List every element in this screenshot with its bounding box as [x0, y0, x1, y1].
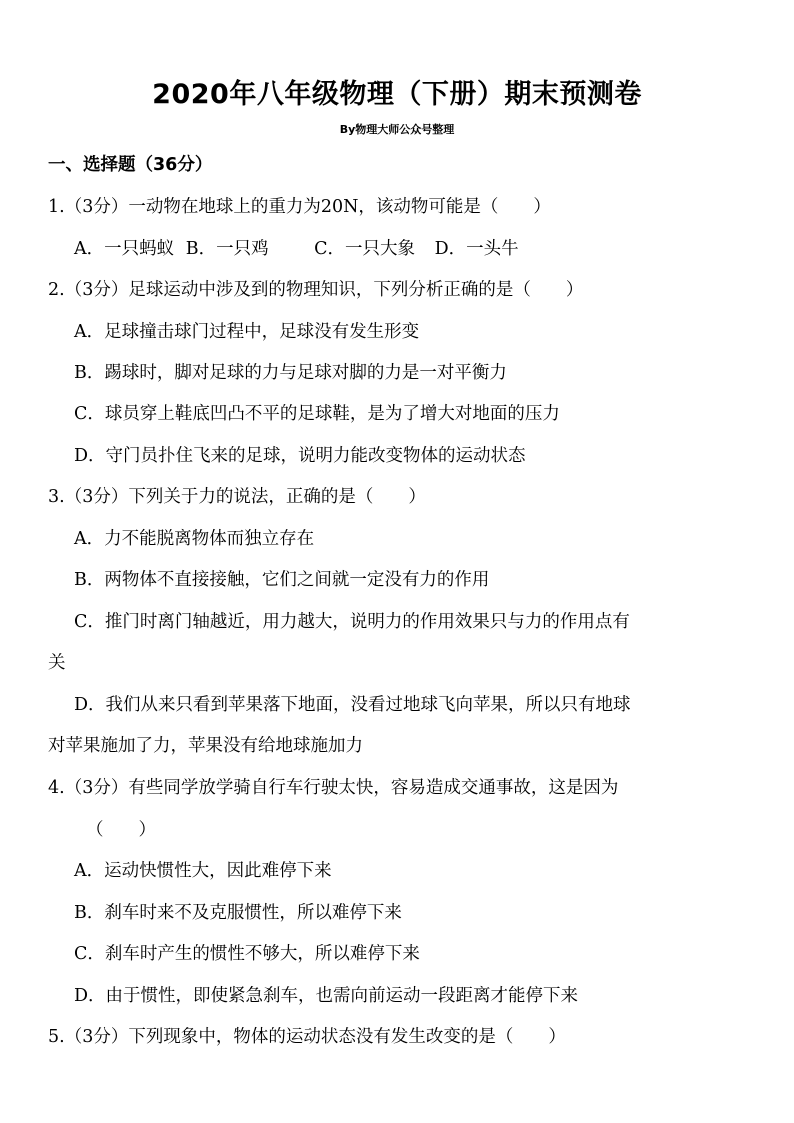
- section-heading: 一、选择题（36分）: [48, 155, 213, 175]
- question-1-options: [74, 236, 754, 262]
- question-5-stem: 5.（3分）下列现象中，物体的运动状态没有发生改变的是（ ）: [48, 1027, 566, 1047]
- question-4-option-a: A．运动快惯性大，因此难停下来: [74, 861, 332, 881]
- question-1-option-a: A．一只蚂蚁: [74, 239, 175, 259]
- question-4-option-c: C．刹车时产生的惯性不够大，所以难停下来: [74, 944, 420, 964]
- question-3-option-b: B．两物体不直接接触，它们之间就一定没有力的作用: [74, 570, 490, 590]
- question-4-stem-cont: （ ）: [86, 820, 156, 840]
- question-4-option-b: B．刹车时来不及克服惯性，所以难停下来: [74, 903, 402, 923]
- question-2-option-b: B．踢球时，脚对足球的力与足球对脚的力是一对平衡力: [74, 363, 507, 383]
- question-2-option-d: D．守门员扑住飞来的足球，说明力能改变物体的运动状态: [74, 446, 526, 466]
- question-3-stem: 3.（3分）下列关于力的说法，正确的是（ ）: [48, 487, 426, 507]
- question-3-option-d: D．我们从来只看到苹果落下地面，没看过地球飞向苹果，所以只有地球: [74, 695, 631, 715]
- question-3-option-c: C．推门时离门轴越近，用力越大，说明力的作用效果只与力的作用点有: [74, 612, 630, 632]
- document-title: 2020年八年级物理（下册）期末预测卷: [152, 79, 642, 110]
- question-3-option-c-cont: 关: [48, 653, 66, 673]
- document-subtitle: By物理大师公众号整理: [339, 123, 455, 136]
- question-2-option-a: A．足球撞击球门过程中，足球没有发生形变: [74, 322, 420, 342]
- question-2-stem: 2.（3分）足球运动中涉及到的物理知识，下列分析正确的是（ ）: [48, 280, 584, 300]
- question-3-option-a: A．力不能脱离物体而独立存在: [74, 529, 315, 549]
- question-4-option-d: D．由于惯性，即使紧急刹车，也需向前运动一段距离才能停下来: [74, 986, 579, 1006]
- question-2-option-c: C．球员穿上鞋底凹凸不平的足球鞋，是为了增大对地面的压力: [74, 404, 560, 424]
- question-3-option-d-cont: 对苹果施加了力，苹果没有给地球施加力: [48, 736, 363, 756]
- question-1-option-d: D．一头牛: [434, 239, 519, 259]
- question-1-option-c: C．一只大象: [314, 239, 416, 259]
- question-1-stem: 1.（3分）一动物在地球上的重力为20N，该动物可能是（ ）: [48, 197, 551, 217]
- question-1-option-b: B．一只鸡: [185, 239, 269, 259]
- question-4-stem: 4.（3分）有些同学放学骑自行车行驶太快，容易造成交通事故，这是因为: [48, 778, 619, 798]
